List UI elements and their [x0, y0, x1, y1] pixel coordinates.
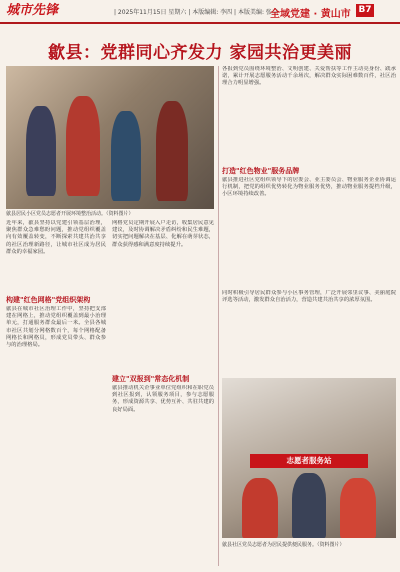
headline: 歙县：党群同心齐发力 家园共治更美丽 [48, 43, 352, 63]
section-title: 全域党建 · 黄山市 [270, 9, 351, 20]
subheading-3: 打造"红色物业"服务品牌 [222, 167, 300, 175]
top-photo [6, 66, 214, 209]
article-column-3b: 歙县推进社区党组织领导下的居委会、业主委员会、物业服务企业协调运行机制，把党的组织优势转化为物业服务优势，推动物业服务提档升级，小区环境持续改善。 [222, 177, 396, 198]
article-column-1: 近年来，歙县坚持以党建引领基层治理，聚焦群众急难愁盼问题，推动党组织覆盖向有效覆盖转变，不断探索共建共治共享的社区治理新路径，让城市社区成为居民群众的幸福家园。 [6, 220, 106, 255]
newspaper-logo: 城市先锋 [6, 3, 59, 18]
masthead [0, 0, 400, 24]
top-photo-caption: 歙县居民小区党员志愿者开展环境整治活动。（资料图片） [6, 211, 134, 217]
bottom-photo [222, 378, 396, 538]
article-column-1b: 歙县在城市社区治理工作中，坚持把支部建在网格上，推动党组织覆盖到最小治理单元，打通服务群众最后一米。全县各城市社区共划分网格数百个，每个网格配备网格长和网格员，形成党员带头、群众参与的治理格局。 [6, 306, 106, 349]
article-column-3: 各报到党员围绕环境整治、文明创建、关爱帮扶等工作主动亮身份、践承诺，累计开展志愿服务活动千余场次，解决群众实际困难数百件，社区治理合力明显增强。 [222, 66, 396, 87]
article-column-2: 网格党员定期开展入户走访，收集居民意见建议，及时协调解决矛盾纠纷和民生难题，切实把问题解决在基层、化解在萌芽状态，群众获得感和满意度持续提升。 [112, 220, 214, 248]
bottom-photo-caption: 歙县社区党员志愿者为居民提供便民服务。（资料图片） [222, 542, 345, 548]
volunteer-banner: 志愿者服务站 [250, 454, 368, 468]
column-divider [218, 66, 219, 566]
date-line: | 2025年11月15日 星期六 | 本版编辑: 李四 | 本版美编: 张三 [114, 9, 278, 16]
article-column-4: 同时积极引导居民群众参与小区事务管理，广泛开展邻里议事、美丽庭院评选等活动，激发群众自治活力，营造共建共治共享的浓厚氛围。 [222, 290, 396, 304]
page-number: B7 [356, 4, 374, 17]
subheading-1: 构建"红色网格"党组织架构 [6, 296, 91, 304]
subheading-2: 建立"双报到"常态化机制 [112, 375, 190, 383]
article-column-2b: 歙县推动机关企事业单位党组织和在职党员到社区报到，认领服务项目，参与志愿服务，形成资源共享、优势互补、共驻共建的良好局面。 [112, 385, 214, 413]
